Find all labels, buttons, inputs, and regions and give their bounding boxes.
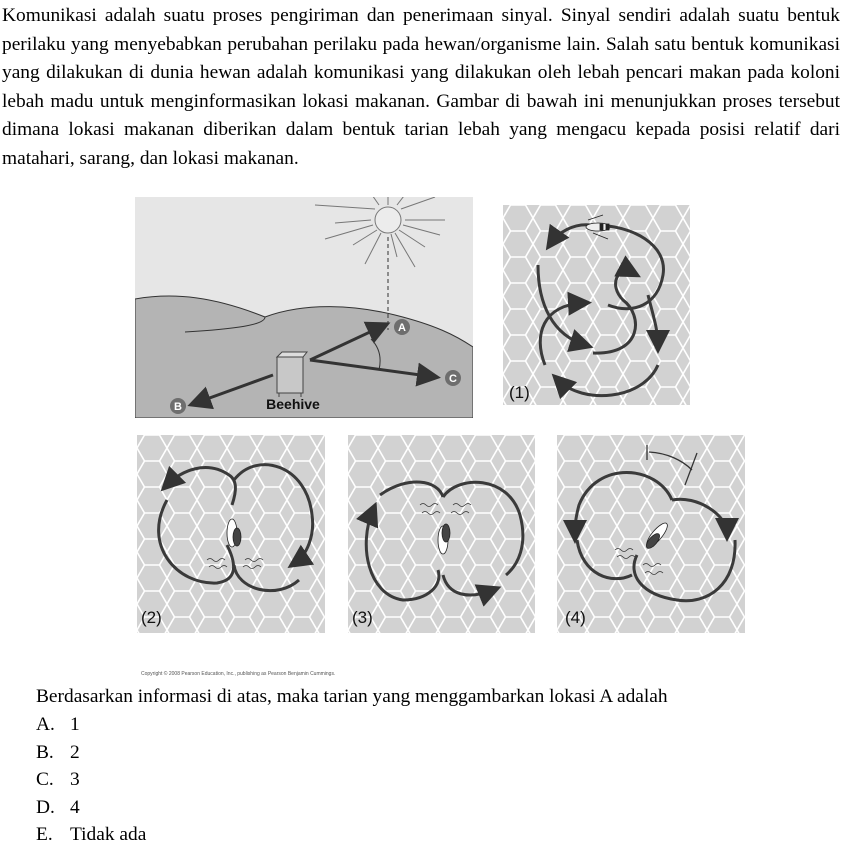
beehive-icon: [277, 352, 307, 397]
option-letter: E.: [36, 824, 53, 845]
option-a[interactable]: [36, 711, 80, 739]
dance-panel-2: [137, 435, 325, 633]
dance-panel-3: [348, 435, 535, 633]
panel-label-2: (2): [141, 608, 162, 627]
svg-text:A: A: [398, 322, 406, 334]
svg-text:C: C: [449, 373, 457, 385]
option-letter: B.: [36, 742, 54, 763]
marker-c: [445, 370, 461, 386]
beehive-label: Beehive: [266, 396, 320, 412]
option-text: 2: [70, 742, 80, 763]
option-c[interactable]: [36, 766, 80, 794]
dance-panel-4: [557, 435, 745, 633]
option-text: 3: [70, 769, 80, 790]
option-d[interactable]: [36, 794, 80, 822]
option-letter: C.: [36, 769, 54, 790]
option-b[interactable]: [36, 739, 80, 767]
option-letter: A.: [36, 714, 55, 735]
option-text: 4: [70, 797, 80, 818]
marker-b: [170, 398, 186, 414]
svg-text:B: B: [174, 401, 182, 413]
question-stem: Berdasarkan informasi di atas, maka tarian yang menggambarkan lokasi A adalah: [36, 686, 668, 707]
option-e[interactable]: [36, 821, 146, 849]
scene-figure: [135, 197, 473, 418]
option-text: Tidak ada: [70, 824, 147, 845]
option-letter: D.: [36, 797, 55, 818]
passage-text: Komunikasi adalah suatu proses pengiriman dan penerimaan sinyal. Sinyal sendiri adalah suatu bentuk perilaku yang menyebabkan perubahan perilaku pada hewan/organisme lain. Salah satu bentuk komunikasi yang dilakukan di dunia hewan adalah komunikasi yang dilakukan oleh lebah pencari makan pada koloni lebah madu untuk menginformasikan lokasi makanan. Gambar di bawah ini menunjukkan proses tersebut dimana lokasi makanan diberikan dalam bentuk tarian lebah yang mengacu kepada posisi relatif dari matahari, sarang, dan lokasi makanan.: [2, 5, 840, 169]
dance-panel-1: [503, 205, 690, 405]
marker-a: [394, 319, 410, 335]
panel-label-1: (1): [509, 383, 530, 402]
panel-label-3: (3): [352, 608, 373, 627]
copyright-text: Copyright © 2008 Pearson Education, Inc., publishing as Pearson Benjamin Cummings.: [141, 671, 336, 677]
option-text: 1: [70, 714, 80, 735]
panel-label-4: (4): [565, 608, 586, 627]
